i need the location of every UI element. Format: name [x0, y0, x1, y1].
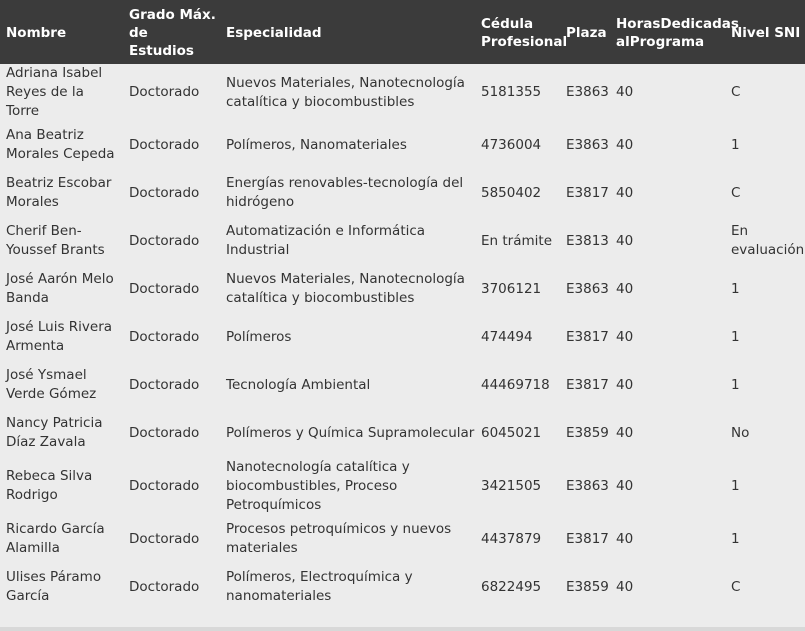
cell-especialidad: Tecnología Ambiental: [226, 376, 371, 393]
cell-nivel: C: [731, 84, 741, 100]
header-horas: HorasDedicadas alPrograma: [616, 16, 739, 50]
cell-nivel: En evaluación: [731, 223, 805, 258]
cell-especialidad: Polímeros y Química Supramolecular: [226, 424, 475, 441]
cell-plaza: E3859: [566, 424, 609, 441]
cell-grado: Doctorado: [129, 530, 200, 547]
cell-especialidad: Energías renovables-tecnología del hidrógeno: [226, 175, 464, 210]
header-grado: Grado Máx. de Estudios: [129, 7, 216, 59]
cell-nivel: 1: [731, 376, 740, 393]
cell-nivel: 1: [731, 280, 740, 297]
table-row: [0, 313, 805, 361]
cell-cedula: En trámite: [481, 232, 552, 249]
cell-horas: 40: [616, 578, 634, 595]
cell-grado: Doctorado: [129, 84, 200, 100]
cell-nivel: 1: [731, 530, 740, 547]
cell-plaza: E3813: [566, 232, 609, 249]
cell-horas: 40: [616, 328, 634, 345]
cell-grado: Doctorado: [129, 424, 200, 441]
cell-nombre: Ricardo García Alamilla: [6, 521, 105, 556]
bottom-divider: [0, 627, 805, 631]
cell-nivel: No: [731, 424, 750, 441]
cell-cedula: 4736004: [481, 136, 542, 153]
cell-nivel: C: [731, 578, 741, 595]
table-row: [0, 169, 805, 217]
cell-especialidad: Nuevos Materiales, Nanotecnología catalítica y biocombustibles: [226, 74, 465, 110]
cell-cedula: 5181355: [481, 84, 542, 100]
cell-nombre: José Ysmael Verde Gómez: [6, 367, 97, 402]
cell-nivel: 1: [731, 328, 740, 345]
cell-cedula: 3706121: [481, 280, 542, 297]
cell-grado: Doctorado: [129, 184, 200, 201]
cell-grado: Doctorado: [129, 232, 200, 249]
table-header-row: [0, 0, 805, 64]
cell-nivel: C: [731, 184, 741, 201]
cell-nombre: Nancy Patricia Díaz Zavala: [6, 415, 103, 450]
cell-horas: 40: [616, 477, 634, 494]
cell-grado: Doctorado: [129, 136, 200, 153]
table-row: [0, 64, 805, 121]
cell-especialidad: Nuevos Materiales, Nanotecnología catalítica y biocombustibles: [226, 271, 465, 306]
header-nombre: Nombre: [6, 25, 67, 41]
cell-horas: 40: [616, 280, 634, 297]
cell-cedula: 3421505: [481, 477, 542, 494]
table-row: [0, 361, 805, 409]
cell-grado: Doctorado: [129, 280, 200, 297]
table-row: [0, 515, 805, 563]
cell-plaza: E3817: [566, 184, 609, 201]
table-row: [0, 457, 805, 515]
header-plaza: Plaza: [566, 25, 607, 41]
cell-plaza: E3817: [566, 376, 609, 393]
cell-nombre: Rebeca Silva Rodrigo: [6, 468, 93, 503]
cell-plaza: E3863: [566, 477, 609, 494]
cell-especialidad: Polímeros, Nanomateriales: [226, 136, 407, 153]
cell-cedula: 4437879: [481, 530, 542, 547]
cell-cedula: 474494: [481, 328, 533, 345]
cell-cedula: 5850402: [481, 184, 542, 201]
header-nivel: Nivel SNI: [731, 25, 801, 41]
cell-nivel: 1: [731, 136, 740, 153]
cell-grado: Doctorado: [129, 328, 200, 345]
cell-nombre: Ana Beatriz Morales Cepeda: [6, 127, 115, 162]
cell-horas: 40: [616, 184, 634, 201]
cell-especialidad: Nanotecnología catalítica y biocombustibles, Proceso Petroquímicos: [226, 458, 410, 513]
cell-especialidad: Automatización e Informática Industrial: [226, 223, 426, 258]
table-row: [0, 563, 805, 611]
cell-grado: Doctorado: [129, 578, 200, 595]
cell-grado: Doctorado: [129, 376, 200, 393]
cell-plaza: E3863: [566, 84, 609, 100]
cell-plaza: E3863: [566, 136, 609, 153]
cell-horas: 40: [616, 232, 634, 249]
cell-plaza: E3817: [566, 530, 609, 547]
cell-nombre: Cherif Ben- Youssef Brants: [6, 223, 105, 258]
cell-horas: 40: [616, 84, 634, 100]
cell-cedula: 6822495: [481, 578, 542, 595]
cell-horas: 40: [616, 530, 634, 547]
cell-nombre: Ulises Páramo García: [6, 569, 102, 604]
cell-horas: 40: [616, 424, 634, 441]
cell-nombre: José Luis Rivera Armenta: [6, 319, 113, 354]
header-cedula: Cédula Profesional: [481, 16, 568, 50]
cell-cedula: 6045021: [481, 424, 542, 441]
table-row: [0, 217, 805, 265]
cell-grado: Doctorado: [129, 477, 200, 494]
cell-plaza: E3859: [566, 578, 609, 595]
cell-nombre: Adriana Isabel Reyes de la Torre: [6, 65, 103, 119]
header-especialidad: Especialidad: [226, 25, 322, 41]
cell-nivel: 1: [731, 477, 740, 494]
cell-especialidad: Polímeros, Electroquímica y nanomateriales: [226, 569, 413, 604]
cell-horas: 40: [616, 136, 634, 153]
cell-cedula: 44469718: [481, 376, 550, 393]
cell-nombre: Beatriz Escobar Morales: [6, 175, 112, 210]
cell-plaza: E3817: [566, 328, 609, 345]
cell-especialidad: Polímeros: [226, 328, 292, 345]
cell-nombre: José Aarón Melo Banda: [6, 271, 114, 306]
cell-especialidad: Procesos petroquímicos y nuevos materiales: [226, 521, 452, 556]
cell-horas: 40: [616, 376, 634, 393]
table-row: [0, 121, 805, 169]
cell-plaza: E3863: [566, 280, 609, 297]
table-row: [0, 409, 805, 457]
table-row: [0, 265, 805, 313]
